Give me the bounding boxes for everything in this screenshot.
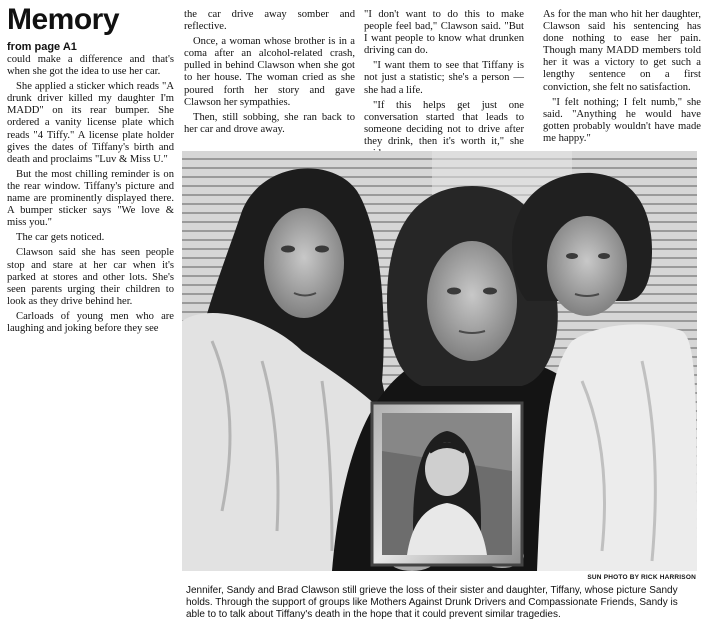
paragraph: The car gets noticed. xyxy=(16,232,105,244)
photo-family-portrait xyxy=(182,151,697,571)
paragraph: Carloads of young men who are laughing and joking before they see xyxy=(7,310,174,334)
article-column-4 xyxy=(543,9,701,148)
paragraph: "If this helps get just one conversation started that leads to someone deciding not to drive after they drink, then it's worth it," she xyxy=(364,99,524,147)
paragraph: could make a difference and that's when she got the idea to use her car. xyxy=(7,54,174,78)
paragraph: She applied a sticker which reads "A drunk driver killed my daughter I'm MADD" on its rear bumper. She ordered a vanity license plate which reads "4 Tiffy." A license plate holder gives the dates of Tiffany's birth and death and proclaims "Luv & Miss U." xyxy=(7,81,174,165)
paragraph: "I felt nothing; I felt numb," she said. "Anything he would have gotten probably wouldn't have made me happy." xyxy=(543,96,701,144)
article-column-3 xyxy=(364,9,524,163)
paragraph: But the most chilling reminder is on the rear window. Tiffany's picture and name are prominently displayed there. A bumper sticker says "We love & miss you." xyxy=(7,168,174,229)
photo-credit: SUN PHOTO BY RICK HARRISON xyxy=(587,574,696,581)
photo-caption: Jennifer, Sandy and Brad Clawson still grieve the loss of their sister and daughter, Tiffany, whose picture Sandy holds. Through the support of groups like Mothers Against Drunk Drivers and Compassionate Friends, Sandy is able to to talk about Tiffany's death in the hope that it could prevent similar tragedies. xyxy=(186,585,678,621)
paragraph: Clawson said she has seen people stop and stare at her car when it's parked at stores and other lots. She's seen parents urging their children to look as they drive behind her. xyxy=(7,247,174,307)
paragraph: "I want them to see that Tiffany is not just a statistic; she's a person — she had a life. xyxy=(364,60,524,96)
jump-line: from page A1 xyxy=(7,41,77,53)
paragraph: the car drive away somber and reflective. xyxy=(184,9,355,33)
article-column-1 xyxy=(7,54,174,338)
paragraph: As for the man who hit her daughter, Clawson said his sentencing has done nothing to ease her pain. Though many MADD members told her it was a victory to get such a lengthy sentence on a first conviction, she felt no satisfaction. xyxy=(543,9,701,93)
paragraph: "I don't want to do this to make people feel bad," Clawson said. "But I want people to know what drunken driving can do. xyxy=(364,9,524,57)
paragraph: Once, a woman whose brother is in a coma after an alcohol-related crash, pulled in behind Clawson when she got to her house. The woman cried as she poured forth her story and gave Clawson her sympathies. xyxy=(184,36,355,108)
headline: Memory xyxy=(7,3,120,36)
article-column-2 xyxy=(184,9,355,139)
news-photo xyxy=(182,151,697,571)
paragraph: Then, still sobbing, she ran back to her car and drove away. xyxy=(184,111,355,135)
